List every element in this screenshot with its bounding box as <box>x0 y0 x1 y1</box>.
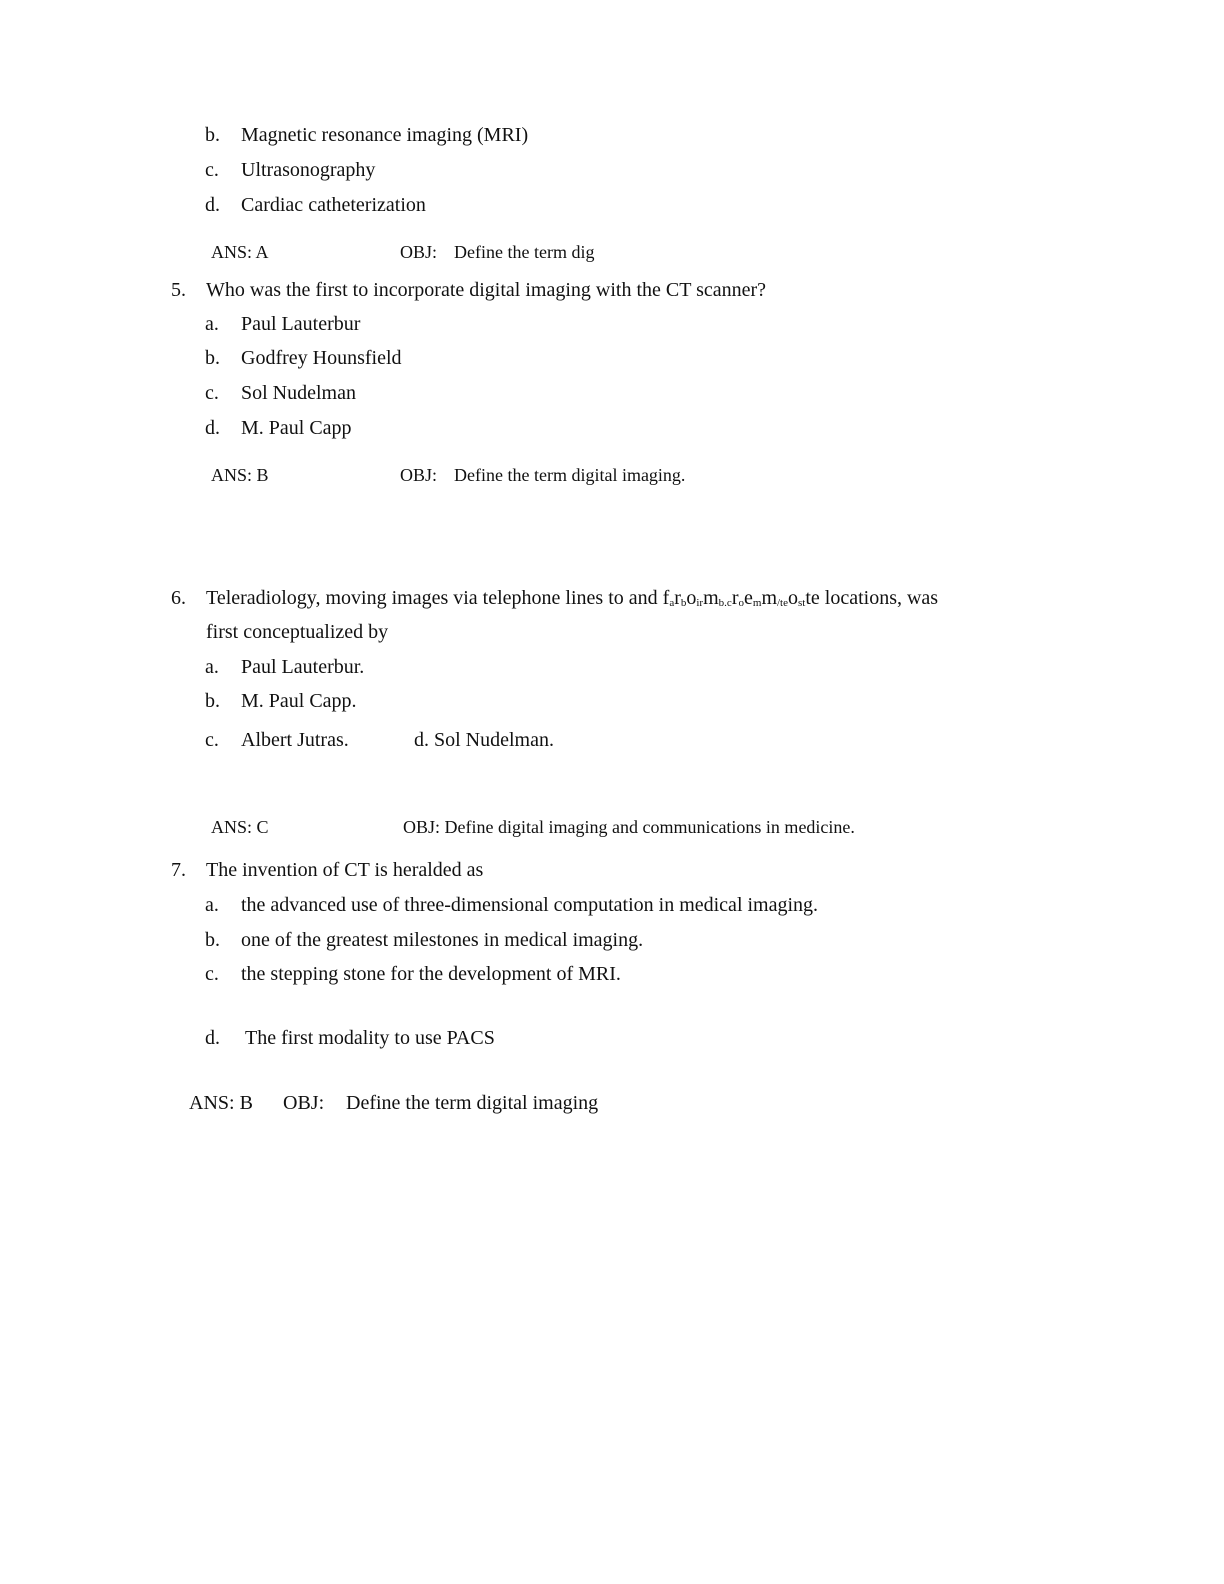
q6-objective: OBJ: Define digital imaging and communications in medicine. <box>403 817 855 837</box>
q7-option-d-letter: d. <box>205 1027 220 1049</box>
garbled-char: e <box>743 587 753 609</box>
q4-objective-label: OBJ: <box>400 242 438 262</box>
q6-option-c-letter: c. <box>205 729 219 751</box>
q6-answer: ANS: C <box>211 817 269 837</box>
garbled-sub: ir <box>696 597 704 609</box>
q5-option-a-letter: a. <box>205 313 219 335</box>
garbled-char: o <box>686 587 697 609</box>
garbled-char: r <box>731 587 739 609</box>
q5-option-b-text: Godfrey Hounsfield <box>241 347 402 369</box>
q6-option-a-text: Paul Lauterbur. <box>241 656 365 678</box>
q7-option-b-text: one of the greatest milestones in medical imaging. <box>241 929 644 951</box>
q6-stem-line2: first conceptualized by <box>206 621 389 643</box>
q5-option-b-letter: b. <box>205 347 220 369</box>
q7-number: 7. <box>171 859 186 881</box>
q7-option-c-letter: c. <box>205 963 219 985</box>
q5-objective-label: OBJ: <box>400 465 438 485</box>
q7-answer: ANS: B <box>189 1092 253 1114</box>
q4-option-d-letter: d. <box>205 194 220 216</box>
garbled-sub: a <box>669 597 675 609</box>
q7-option-a-text: the advanced use of three-dimensional computation in medical imaging. <box>241 894 819 916</box>
q5-option-c-text: Sol Nudelman <box>241 382 356 404</box>
q6-option-c-text: Albert Jutras. <box>241 729 349 751</box>
garbled-sub: o <box>738 597 744 609</box>
q4-option-c-text: Ultrasonography <box>241 159 376 181</box>
garbled-sub: /te <box>777 597 788 609</box>
garbled-sub: b <box>680 597 687 609</box>
q5-objective-text: Define the term digital imaging. <box>454 465 686 485</box>
q6-option-b-letter: b. <box>205 690 220 712</box>
q6-number: 6. <box>171 587 186 609</box>
q7-stem: The invention of CT is heralded as <box>206 859 484 881</box>
q6-stem-line1 <box>206 586 938 615</box>
garbled-sub: b.c <box>718 597 732 609</box>
garbled-char: m <box>703 587 719 609</box>
q4-answer: ANS: A <box>211 242 269 262</box>
q7-option-a-letter: a. <box>205 894 219 916</box>
q5-stem: Who was the first to incorporate digital imaging with the CT scanner? <box>206 279 767 301</box>
q6-option-b-text: M. Paul Capp. <box>241 690 357 712</box>
garbled-sub: m <box>752 597 762 609</box>
q4-option-c-letter: c. <box>205 159 219 181</box>
garbled-char: o <box>788 587 798 609</box>
q4-objective-text: Define the term dig <box>454 242 595 262</box>
garbled-char: m <box>761 587 777 609</box>
q5-option-a-text: Paul Lauterbur <box>241 313 361 335</box>
q7-objective-label: OBJ: <box>283 1092 325 1114</box>
q5-option-d-text: M. Paul Capp <box>241 417 352 439</box>
q5-answer: ANS: B <box>211 465 269 485</box>
q6-stem-end: te locations, was <box>805 587 939 609</box>
garbled-char: f <box>662 587 670 609</box>
q6-option-a-letter: a. <box>205 656 219 678</box>
q5-option-d-letter: d. <box>205 417 220 439</box>
q7-objective-text: Define the term digital imaging <box>346 1092 599 1114</box>
q6-stem-garbled <box>663 587 806 609</box>
q7-option-d-text: The first modality to use PACS <box>245 1027 495 1049</box>
q6-stem-start: Teleradiology, moving images via telephone lines to and <box>206 587 663 609</box>
q7-option-c-text: the stepping stone for the development of MRI. <box>241 963 621 985</box>
q7-option-b-letter: b. <box>205 929 220 951</box>
q4-option-d-text: Cardiac catheterization <box>241 194 426 216</box>
garbled-sub: st <box>798 597 806 609</box>
q6-option-d-inline: d. Sol Nudelman. <box>414 729 554 751</box>
q5-option-c-letter: c. <box>205 382 219 404</box>
q4-option-b-letter: b. <box>205 124 220 146</box>
garbled-char: r <box>674 587 681 609</box>
q5-number: 5. <box>171 279 186 301</box>
q4-option-b-text: Magnetic resonance imaging (MRI) <box>241 124 529 146</box>
